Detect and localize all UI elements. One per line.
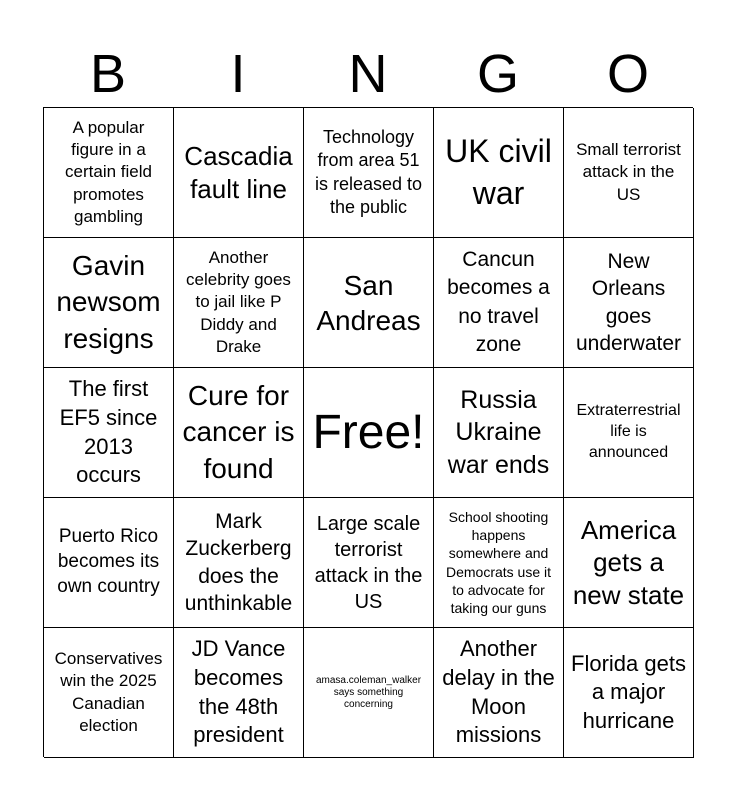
bingo-cell[interactable] xyxy=(44,628,174,758)
bingo-cell[interactable] xyxy=(434,238,564,368)
bingo-cell[interactable] xyxy=(564,628,694,758)
cell-text: America gets a new state xyxy=(572,514,685,610)
bingo-cell[interactable] xyxy=(434,108,564,238)
cell-text: Conservatives win the 2025 Canadian election xyxy=(54,649,163,735)
bingo-cell[interactable] xyxy=(564,238,694,368)
bingo-cell[interactable] xyxy=(174,238,304,368)
bingo-cell[interactable] xyxy=(304,238,434,368)
cell-text: Cure for cancer is found xyxy=(182,379,295,484)
cell-text: Technology from area 51 is released to the public xyxy=(314,126,423,217)
cell-text: Cancun becomes a no travel zone xyxy=(447,247,550,356)
cell-text: The first EF5 since 2013 occurs xyxy=(59,376,158,488)
bingo-cell[interactable] xyxy=(304,108,434,238)
bingo-cell[interactable] xyxy=(44,108,174,238)
bingo-cell[interactable] xyxy=(564,108,694,238)
cell-text: Extraterrestrial life is announced xyxy=(576,402,681,461)
header-letter-n: N xyxy=(348,44,388,104)
header-letter-g: G xyxy=(476,44,519,104)
cell-text: Small terrorist attack in the US xyxy=(576,140,681,204)
bingo-cell[interactable] xyxy=(174,498,304,628)
bingo-cell[interactable] xyxy=(174,628,304,758)
cell-text: San Andreas xyxy=(316,269,421,336)
header-letter-b: B xyxy=(89,44,127,104)
bingo-cell[interactable] xyxy=(44,368,174,498)
cell-text: Free! xyxy=(312,405,425,459)
bingo-cell[interactable] xyxy=(564,368,694,498)
bingo-cell[interactable] xyxy=(174,108,304,238)
header-letter-o: O xyxy=(606,44,649,104)
bingo-cell[interactable] xyxy=(564,498,694,628)
bingo-cell[interactable] xyxy=(434,498,564,628)
bingo-cell[interactable] xyxy=(434,368,564,498)
cell-text: A popular figure in a certain field promotes gambling xyxy=(65,118,152,226)
bingo-cell[interactable] xyxy=(174,368,304,498)
cell-text: Large scale terrorist attack in the US xyxy=(314,512,423,613)
bingo-cell[interactable] xyxy=(304,498,434,628)
cell-text: Florida gets a major hurricane xyxy=(571,650,686,733)
cell-text: UK civil war xyxy=(445,132,552,211)
cell-text: School shooting happens somewhere and Democrats use it to advocate for taking our guns xyxy=(445,508,552,616)
cell-text: Another celebrity goes to jail like P Diddy and Drake xyxy=(186,248,291,356)
cell-text: New Orleans goes underwater xyxy=(575,249,682,355)
cell-text: Another delay in the Moon missions xyxy=(442,636,555,748)
header-letter-i: I xyxy=(230,44,246,104)
cell-text: Gavin newsom resigns xyxy=(56,249,161,354)
cell-text: Puerto Rico becomes its own country xyxy=(57,526,160,597)
cell-text: Cascadia fault line xyxy=(184,141,293,204)
bingo-free-cell[interactable] xyxy=(304,368,434,498)
bingo-cell[interactable] xyxy=(304,628,434,758)
cell-text: JD Vance becomes the 48th president xyxy=(191,636,286,748)
bingo-header xyxy=(43,40,693,108)
cell-text: amasa.coleman_walker says something concerning xyxy=(315,674,422,710)
bingo-cell[interactable] xyxy=(434,628,564,758)
bingo-board xyxy=(43,107,693,757)
cell-text: Russia Ukraine war ends xyxy=(447,385,550,479)
cell-text: Mark Zuckerberg does the unthinkable xyxy=(184,509,293,615)
bingo-cell[interactable] xyxy=(44,238,174,368)
bingo-cell[interactable] xyxy=(44,498,174,628)
